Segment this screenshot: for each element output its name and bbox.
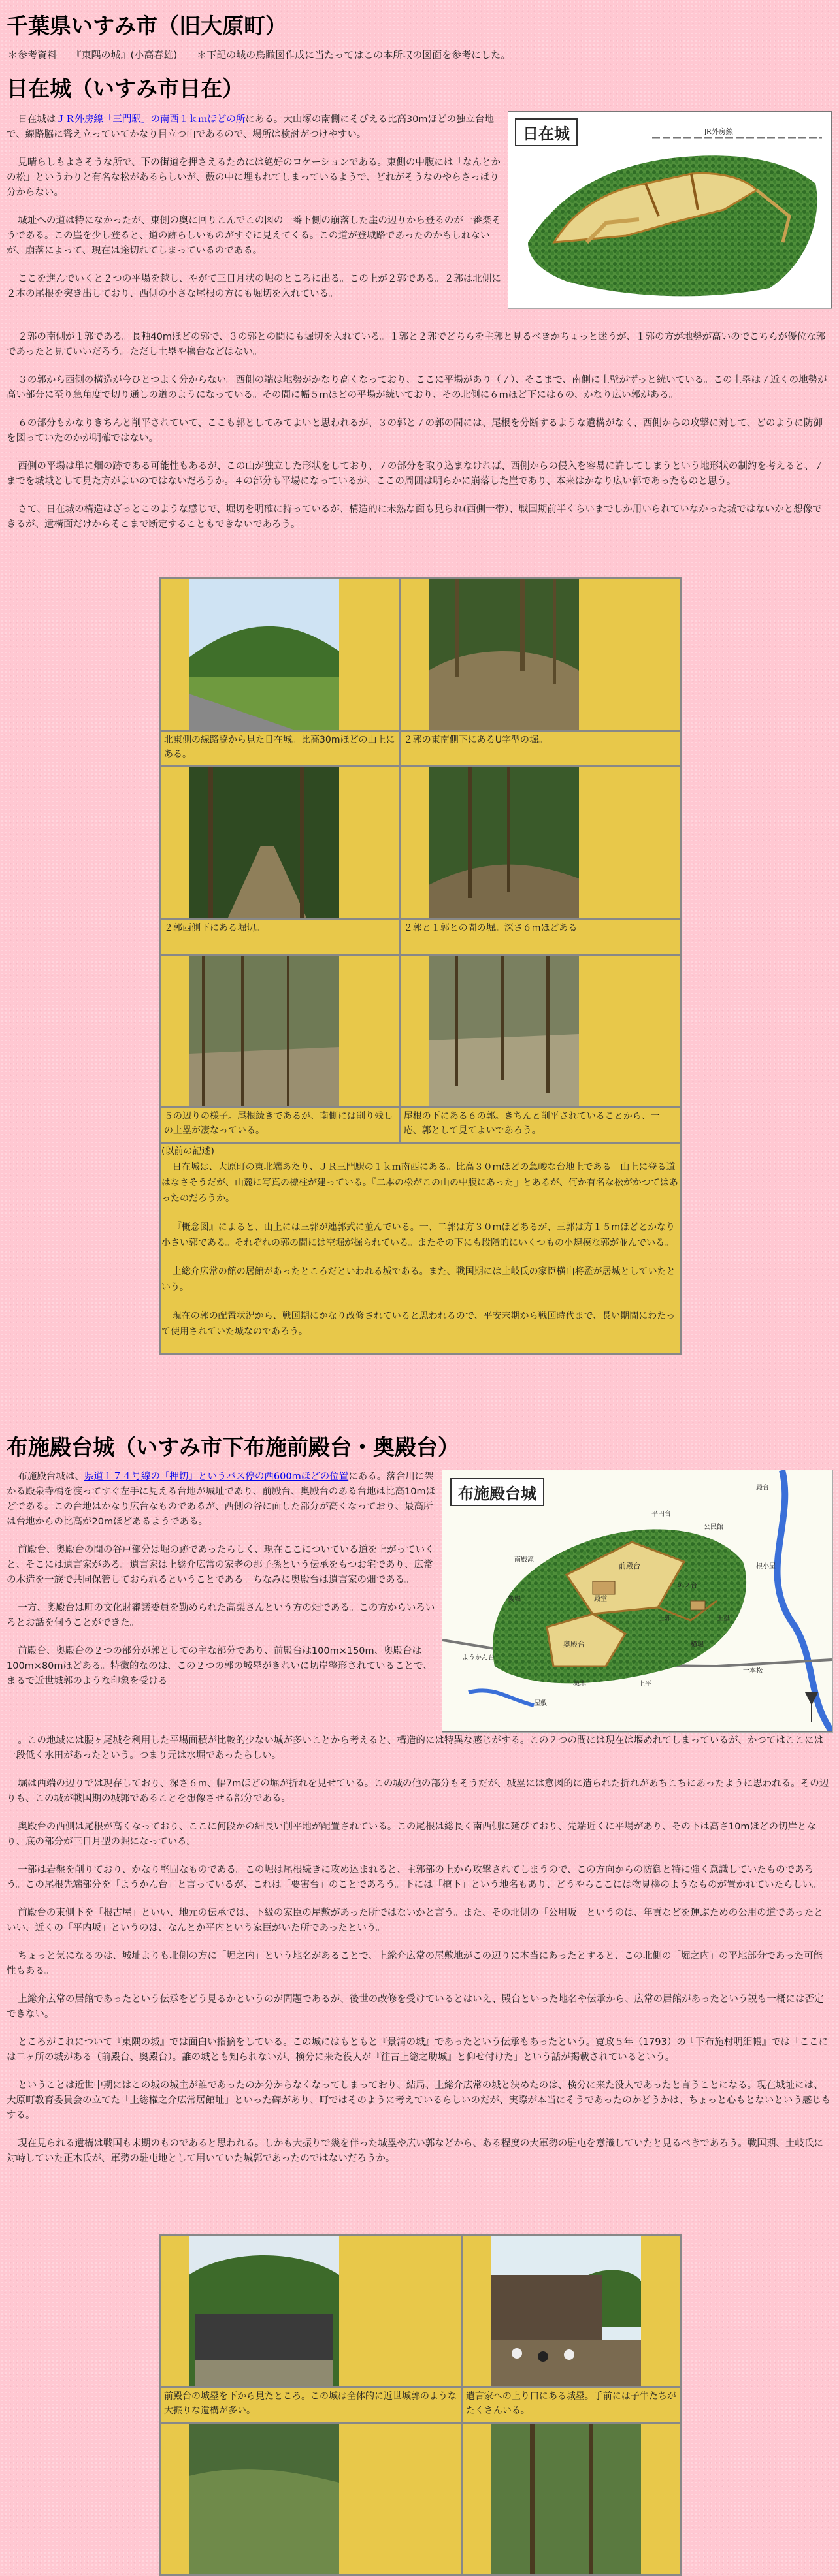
hizai-caption-6: 尾根の下にある６の郭。きちんと削平されていることから、一応、郭として見てよいであろう。 — [401, 1108, 680, 1142]
fusedono-photo-table — [159, 2234, 682, 2576]
fusedono-p9: 前殿台の東側下を「根古屋」といい、地元の伝承では、下級の家臣の屋敷があった所ではないかと言う。また、その北側の「公用坂」というのは、年貢などを運ぶための公用の道であったといい、近くの「平内坂」というのは、なんとか平内という家臣がいた所であったという。 — [7, 1908, 823, 1933]
hizai-caption-2: ２郭の東南側下にあるU字型の堀。 — [401, 732, 680, 765]
hizai-location-link[interactable]: ＪＲ外房線「三門駅」の南西１ｋｍほどの所 — [56, 114, 246, 125]
fusedono-p1 — [7, 1470, 438, 1530]
fusedono-p10: ちょっと気になるのは、城址よりも北側の方に「堀之内」という地名があることで、上総介広常の屋敷地がこの辺りに本当にあったとすると、この北側の「堀之内」の平地部分であった可能性もある。 — [7, 1951, 823, 1976]
fusedono-p5: 。この地域には腰ヶ尾城を利用した平場面積が比較的少ない城が多いことから考えると、構造的には特異な感じがする。この２つの間には現在は堰めれてしまっているが、かつてはここには一段低く水田があったという。つまり元は水堀であったらしい。 — [7, 1735, 823, 1761]
fusedono-map-place-ichi: 一本松 — [743, 1667, 763, 1675]
hizai-photo-3[interactable] — [161, 767, 399, 918]
fusedono-map-place-kouminkan: 公民館 — [704, 1524, 723, 1531]
hizai-photo-3-image — [189, 767, 339, 918]
hizai-previous-note — [161, 1144, 680, 1353]
fusedono-map-place-to: 根小屋 — [756, 1563, 776, 1570]
page-title: 千葉県いすみ市（旧大原町） — [7, 13, 287, 39]
hizai-note-p3: 上総介広常の館の居館があったところだといわれる城である。また、戦国期には土岐氏の家臣横山将監が居城としていたという。 — [161, 1266, 676, 1293]
fusedono-photo-3[interactable] — [161, 2424, 461, 2574]
fusedono-p1-after: にある。落合川に架かる殿泉寺橋を渡ってすぐ左手に見える台地が城址であり、前殿台、奥殿台のある台地は比高10mほどである。この台地はかなり広台なものであるが、西側の谷に面した部分が高くなっており、最高所は台地からの比高が20mほどあるようである。 — [7, 1472, 436, 1527]
fusedono-photo-4-image — [491, 2424, 641, 2574]
fusedono-text-top — [7, 1470, 438, 1689]
fusedono-heading: 布施殿台城（いすみ市下布施前殿台・奥殿台） — [7, 1434, 459, 1460]
hizai-p4: ここを進んでいくと２つの平場を越し、やがて三日月状の堀のところに出る。この上が２郭である。２郭は北側に２本の尾根を突き出しており、西側の小さな尾根の方にも堀切を入れている。 — [7, 274, 501, 299]
hizai-map[interactable] — [508, 111, 832, 308]
fusedono-map-drawing — [442, 1470, 832, 1731]
fusedono-photo-2[interactable] — [463, 2236, 680, 2386]
hizai-map-title: 日在城 — [515, 118, 578, 146]
hizai-photo-1-image — [189, 579, 339, 730]
fusedono-caption-2: 遺言家への上り口にある城塁。手前には子牛たちがたくさんいる。 — [463, 2388, 680, 2422]
fusedono-p1-before: 布施殿台城は、 — [18, 1472, 84, 1482]
hizai-photo-4-image — [429, 767, 579, 918]
hizai-caption-4: ２郭と１郭との間の堀。深さ６mほどある。 — [401, 920, 680, 954]
hizai-heading: 日在城（いすみ市日在） — [7, 76, 244, 101]
reference-line: ＊参考資料 『東隅の城』(小高春雄) ＊下記の城の鳥瞰図作成に当たってはこの本所収の図面を参考にした。 — [8, 49, 511, 61]
fusedono-map-place-dendou: 殿堂 — [594, 1596, 607, 1603]
fusedono-p6: 堀は西端の辺りでは現存しており、深さ６m、幅7mほどの堀が折れを見せている。この城の他の部分もそうだが、城塁には意図的に造られた折れがあちこちにあったように思われる。その辺りも、この城が戦国期の城郭であることを想像させる部分である。 — [7, 1779, 829, 1804]
fusedono-map[interactable] — [442, 1470, 832, 1732]
fusedono-photo-1-image — [189, 2236, 339, 2386]
fusedono-map-place-hironaka: 平円台 — [651, 1511, 671, 1518]
hizai-p5: ２郭の南側が１郭である。長軸40mほどの郭で、３の郭との間にも堀切を入れている。１郭と２郭でどちらを主郭と見るべきかちょっと迷うが、１郭の方が地勢が高いのでこちらが優位な郭であったと見ていいだろう。ただし土塁や櫓台などはない。 — [7, 332, 826, 357]
hizai-caption-3: ２郭西側下にある堀切。 — [161, 920, 399, 954]
hizai-note-p2: 『概念図』によると、山上には三郭が連郭式に並んでいる。一、二郭は方３０mほどあるが、三郭は方１５mほどとかなり小さい郭である。それぞれの郭の間には空堀が掘られている。またその下にも段階的にいくつもの小規模な郭が並んでいる。 — [161, 1222, 676, 1248]
fusedono-map-place-oku: 奥殿台 — [563, 1640, 585, 1649]
fusedono-map-place-kuruwa: 郭ノ台 — [678, 1583, 697, 1590]
hizai-map-railway-label: JR外房線 — [704, 127, 733, 136]
hizai-p1-after: にある。大山塚の南側にそびえる比高30mほどの独立台地で、線路脇に聳え立っていてかなり目立つ山であるので、場所は検討がつけやすい。 — [7, 114, 494, 140]
hizai-p6: ３の郭から西側の構造が今ひとつよく分からない。西側の端は地勢がかなり高くなっており、ここに平場があり（７）、そこまで、南側に土壁がずっと続いている。この土塁は７近くの地勢が高い部分に至り急角度で切り通しの道のようになっている。その間に幅５mほどの平場が続いており、その北側に６mほど下には６の、かなり広い郭がある。 — [7, 375, 827, 400]
hizai-caption-5: ５の辺りの様子。尾根続きであるが、南側には削り残しの土塁が凄なっている。 — [161, 1108, 399, 1142]
hizai-photo-6[interactable] — [401, 956, 680, 1106]
fusedono-p8: 一部は岩盤を削りており、かなり堅固なものである。この堀は尾根続きに攻め込まれると、主郭部の上から攻撃されてしまうので、この方向からの防御と特に強く意識していたものであろう。この尾根先端部分を「ようかん台」と言っているが、これは「要害台」のことであろう。下には「檀下」という地名もあり、どうやらここには物見櫓のようなものが置かれていたらしい。 — [7, 1865, 821, 1890]
hizai-p1 — [7, 112, 503, 142]
fusedono-caption-1: 前殿台の城塁を下から見たところ。この城は全体的に近世城郭のような大振りな遺構が多い。 — [161, 2388, 461, 2422]
fusedono-p11: 上総介広常の居館であったという伝承をどう見るかというのが問題であるが、後世の改修を受けているとはいえ、殿台といった地名や伝承から、広常の居館があったという説も一概には否定できない。 — [7, 1994, 824, 2020]
hizai-p3: 城址への道は特になかったが、東側の奥に回りこんでこの図の一番下側の崩落した崖の辺りから登るのが一番楽そうである。この崖を少し登ると、道の跡らしいものがすぐに見えてくる。この道が登城路であったのかもしれないが、崩落によって、現在は途切れてしまっているのである。 — [7, 216, 501, 256]
fusedono-p4: 前殿台、奥殿台の２つの部分が郭としての主な部分であり、前殿台は100m×150m、奥殿台は100m×80mほどある。特徴的なのは、この２つの郭の城塁がきれいに切岸整形されていることで、まるで近世城郭のような印象を受ける — [7, 1646, 433, 1686]
hizai-photo-4[interactable] — [401, 767, 680, 918]
hizai-p9: さて、日在城の構造はざっとこのような感じで、堀切を明確に持っているが、構造的に未熟な面も見られ(西側一帯）、戦国期前半くらいまでしか用いられていなかった城ではないかと想像できるが、遺構面だけからそこまで断定することもできないであろう。 — [7, 504, 822, 530]
fusedono-photo-3-image — [189, 2424, 339, 2574]
fusedono-map-place-kaiya: 横堀 — [691, 1641, 704, 1649]
fusedono-map-title: 布施殿台城 — [450, 1478, 544, 1506]
fusedono-map-place-minamitaki: 南殿滝 — [514, 1556, 534, 1564]
hizai-text-full — [7, 330, 831, 532]
hizai-photo-5[interactable] — [161, 956, 399, 1106]
fusedono-photo-4[interactable] — [463, 2424, 680, 2574]
fusedono-map-place-yuukiri: ようかん台 — [462, 1654, 495, 1662]
fusedono-map-place-tochi: 殿台 — [756, 1485, 769, 1492]
hizai-photo-1[interactable] — [161, 579, 399, 730]
hizai-p7: ６の部分もかなりきちんと削平されていて、ここも郭としてみてよいと思われるが、３の郭と７の郭の間には、尾根を分断するような遺構がなく、西側からの攻撃に対して、どのように防御を図っていたのかが明確ではない。 — [7, 418, 823, 443]
hizai-photo-5-image — [189, 956, 339, 1106]
fusedono-p14: 現在見られる遺構は戦国も末期のものであると思われる。しかも大振りで幾を伴った城塁や広い郭などから、ある程度の大軍勢の駐屯を意識していたと見るべきであろう。戦国期、土岐氏に対峙していた正木氏が、軍勢の駐屯地として用いていた城郭であったのではないだろうか。 — [7, 2138, 823, 2164]
hizai-p2: 見晴らしもよさそうな所で、下の街道を押さえるためには絶好のロケーションである。東側の中腹には「なんとかの松」というわりと有名な松があるらしいが、藪の中に埋もれてしまっているようで、どれがそうなのやらさっぱり分からない。 — [7, 157, 501, 198]
fusedono-text-full — [7, 1733, 831, 2166]
hizai-caption-1: 北東側の線路脇から見た日在城。比高30mほどの山上にある。 — [161, 732, 399, 765]
hizai-photo-6-image — [429, 956, 579, 1106]
hizai-note-p4: 現在の郭の配置状況から、戦国期にかなり改修されていると思われるので、平安末期から戦国時代まで、長い期間にわたって使用されていた城なのであろう。 — [161, 1311, 676, 1337]
hizai-photo-2[interactable] — [401, 579, 680, 730]
fusedono-p2: 前殿台、奥殿台の間の谷戸部分は堀の跡であったらしく、現在ここについている道を上がっていくと、そこには遺言家がある。遺言家は上総介広常の家老の那子孫という伝承をもつお宅であり、広常の木造を一族で共同保管しておられるということである。ちなみに奥殿台は遺言家の畑である。 — [7, 1545, 435, 1585]
fusedono-photo-2-image — [491, 2236, 641, 2386]
hizai-photo-table — [159, 577, 682, 1355]
hizai-p1-before: 日在城は — [18, 114, 56, 125]
fusedono-map-place-gotsuji: 後堀 — [508, 1596, 521, 1603]
fusedono-p7: 奥殿台の西側は尾根が高くなっており、ここに何段かの細長い削平地が配置されている。この尾根は総長く南西側に延びており、先端近くに平場があり、その下は高さ10mほどの切岸となり、底の部分が三日月型の堀になっている。 — [7, 1822, 816, 1847]
hizai-note-p1: 日在城は、大原町の東北端あたり、ＪＲ三門駅の１ｋｍ南西にある。比高３０mほどの急峻な台地上である。山上に登る道はなさそうだが、山麓に写真の標柱が建っている。『二本の松がこの山の中腹にあった』とあるが、何か有名な松がかつてはあったのだろうか。 — [161, 1162, 678, 1204]
hizai-text-top — [7, 112, 503, 302]
hizai-note-title: (以前の記述) — [161, 1146, 214, 1157]
fusedono-p3: 一方、奥殿台は町の文化財審議委員を勤められた高梨さんという方の畑である。この方からいろいろとお話を伺うことができた。 — [7, 1603, 435, 1628]
fusedono-p13: ということは近世中期にはこの城の城主が誰であったのか分からなくなってしまっており、結局、上総介広常の城と決めたのは、検分に来た役人であったと言うことになる。現在城址には、大原町教育委員会の立てた「上総権之介広常居館址」といった碑があり、町ではそのように考えているらしいのだが、実際が本当にそうであったのかどうかは、ちょっと心もとないという感じもする。 — [7, 2080, 831, 2121]
fusedono-map-place-jogi: 城木 — [573, 1681, 586, 1688]
fusedono-photo-1[interactable] — [161, 2236, 461, 2386]
fusedono-location-link[interactable]: 県道１７４号線の「押切」というバス停の西600mほどの位置 — [84, 1472, 349, 1482]
hizai-p8: 西側の平場は単に畑の跡である可能性もあるが、この山が独立した形状をしており、７の部分を取り込まなければ、西側からの侵入を容易に許してしまうという地形状の制約を考えると、７までを城域として見た方がよいのではないだろうか。４の部分も平場になっているが、ここの周囲は明らかに崩落した崖であり、本来はかなり広い郭であったものと思う。 — [7, 461, 823, 487]
fusedono-p12: ところがこれについて『東隅の城』では面白い指摘をしている。この城にはもともと『景清の城』であったという伝承もあったという。寛政５年（1793）の『下布施村明細帳』では「ここには二ヶ所の城がある（前殿台、奥殿台）。誰の城とも知られないが、検分に来た役人が『往古上総之助城』と仰せ付けた」という話が掲載されているという。 — [7, 2037, 829, 2063]
fusedono-map-place-yashiki: 屋敷 — [534, 1700, 547, 1707]
hizai-photo-2-image — [429, 579, 579, 730]
fusedono-map-place-kamidaira: 上平 — [638, 1681, 651, 1688]
fusedono-map-place-heibaku: 土塁 — [717, 1615, 730, 1622]
fusedono-map-place-kami: 上郭 — [658, 1615, 671, 1622]
fusedono-map-place-mae: 前殿台 — [619, 1562, 640, 1570]
